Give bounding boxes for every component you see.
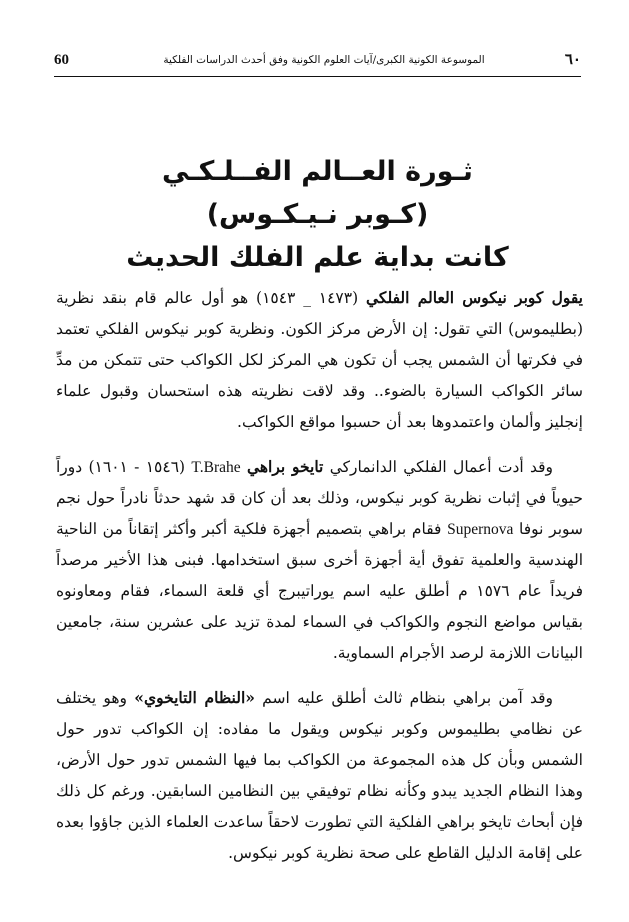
paragraph-3	[56, 682, 583, 869]
paragraph-1-lead: يقول كوبر نيكوس العالم الفلكي	[365, 288, 584, 307]
header-divider	[54, 76, 581, 77]
paragraph-1-text: (١٤٧٣ _ ١٥٤٣) هو أول عالم قام بنقد نظرية (بطليموس) التي تقول: إن الأرض مركز الكون. ونظرية كوبر نيكوس الفلكي تعتمد في فكرتها أن الشمس يجب أن تكون هي المركز لكل الكواكب حتى تتمكن من مدِّ سائر الكواكب السيارة بالضوء.. وقد لاقت نظريته هذه استحسان وقبول علماء إنجليز وألمان واعتمدوها بعد أن حسبوا مواقع الكواكب.	[56, 289, 583, 431]
page-number-latin: 60	[54, 52, 69, 68]
paragraph-1	[56, 282, 583, 438]
paragraph-2-text-2: فقام براهي بتصميم أجهزة فلكية أكبر وأكثر إتقاناً من الناحية الهندسية والعلمية تفوق أية أجهزة أخرى سبق استخدامها. فبنى هذا الأخير مرصداً فريداً عام ١٥٧٦ م أطلق عليه اسم يوراتيبرج أي قلعة السماء، فقام ومعاونوه بقياس مواضع النجوم والكواكب في السماء لمدة تزيد على عشرين سنة، جامعين البيانات اللازمة لرصد الأجرام السماوية.	[56, 520, 583, 662]
paragraph-2	[56, 451, 583, 669]
title-line-2: (كـوبر نـيـكـوس)	[206, 199, 429, 230]
running-header	[54, 50, 581, 74]
page-number-arabic: ٦٠	[564, 50, 581, 68]
paragraph-3-name: «النظام التايخوي»	[134, 688, 255, 707]
paragraph-2-text-1: (١٥٤٦ - ١٦٠١) دوراً حيوياً في إثبات نظرية كوبر نيكوس، وذلك بعد أن كان قد شهد حدثاً نادراً حول نجم سوبر نوفا	[56, 458, 584, 538]
chapter-title	[60, 150, 575, 279]
paragraph-3-text: وهو يختلف عن نظامي بطليموس وكوبر نيكوس ويقول ما مفاده: إن الكواكب تدور حول الشمس وبأن كل هذه المجموعة من الكواكب بما فيها الشمس تدور حول الأرض، وهذا النظام الجديد يبدو وكأنه نظام توفيقي بين النظامين السابقين. ورغم كل ذلك فإن أبحاث تايخو براهي الفلكية التي تطورت لاحقاً ساعدت العلماء الذين جاؤوا بعده على إقامة الدليل القاطع على صحة نظرية كوبر نيكوس.	[56, 689, 583, 862]
title-line-1: ثـورة العــالم الفــلـكـي	[162, 156, 473, 187]
paragraph-2-pre: وقد أدت أعمال الفلكي الدانماركي	[323, 458, 554, 476]
latin-term-supernova: Supernova	[447, 521, 514, 538]
running-title: الموسوعة الكونية الكبرى/آيات العلوم الكونية وفق أحدث الدراسات الفلكية	[163, 54, 485, 66]
body-text	[56, 282, 583, 882]
title-line-3: كانت بداية علم الفلك الحديث	[126, 242, 509, 273]
paragraph-3-pre: وقد آمن براهي بنظام ثالث أطلق عليه اسم	[254, 689, 553, 707]
latin-name-brahe: T.Brahe	[191, 459, 241, 476]
paragraph-2-name: تايخو براهي	[246, 457, 324, 476]
